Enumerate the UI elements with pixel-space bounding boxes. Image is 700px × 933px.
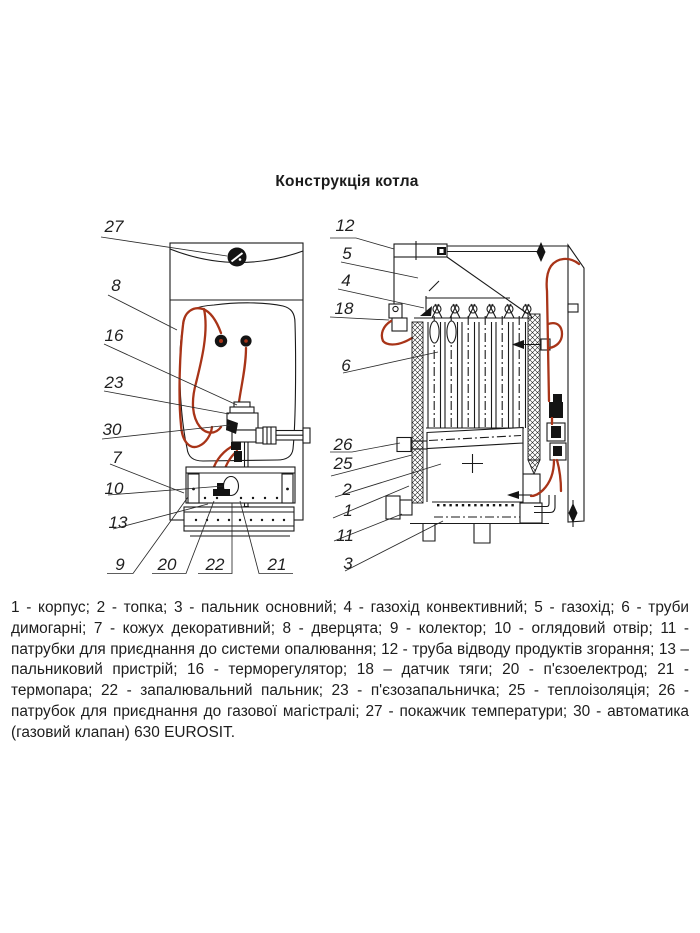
lower-duct: [507, 474, 542, 523]
thermometer-icon: [228, 248, 247, 267]
gas-duct-roof: [447, 257, 528, 314]
flue-outlet: [394, 241, 447, 260]
callout-20: 20: [157, 555, 177, 574]
smoke-tubes: [426, 316, 526, 430]
callout-27: 27: [104, 217, 124, 236]
insulation-left: [412, 322, 423, 503]
callout-3: 3: [343, 554, 353, 573]
door-knob: [215, 335, 227, 347]
callout-12: 12: [335, 216, 355, 235]
duct-mark: [429, 281, 439, 291]
leg: [474, 524, 490, 543]
callout-22: 22: [205, 555, 225, 574]
callout-7: 7: [112, 448, 122, 467]
callout-4: 4: [341, 271, 351, 290]
insulation-right: [528, 314, 540, 460]
draft-sensor: [389, 304, 407, 331]
callout-1: 1: [343, 501, 353, 520]
back-panel: [568, 245, 584, 522]
burner-assembly: [186, 467, 295, 503]
door-knob: [240, 335, 251, 346]
front-view: [170, 243, 310, 536]
callout-5: 5: [342, 244, 352, 263]
callout-6: 6: [341, 356, 351, 375]
callout-18: 18: [334, 299, 354, 318]
flow-arrow-icon: [537, 242, 546, 262]
callout-30: 30: [102, 420, 122, 439]
main-burner: [432, 502, 523, 517]
legend-text: 1 - корпус; 2 - топка; 3 - пальник основний; 4 - газохід конвективний; 5 - газохід; 6 - труби димогарні; 7 - кожух декоративний; 8 - дверцята; 9 - колектор; 10 - оглядовий отвір; 11 - патрубки для приєднання до системи опалювання; 12 - труба відводу продуктів згорання; 13 – пальниковий пристрій; 16 - терморегулятор; 18 – датчик тяги; 20 - п'єзоелектрод; 21 - термопара; 22 - запалювальний пальник; 23 - п'єзозапальничка; 25 - теплоізоляція; 26 - патрубок для приєднання до газової магістралі; 27 - покажчик температури; 30 - автоматика (газовий клапан) 630 EUROSIT.: [11, 599, 689, 741]
callout-26: 26: [333, 435, 353, 454]
callout-11: 11: [336, 526, 354, 545]
insulation-funnel: [528, 460, 540, 474]
callout-23: 23: [104, 373, 124, 392]
leg: [423, 524, 435, 541]
callout-16: 16: [104, 326, 124, 345]
firebox: [427, 443, 523, 502]
callout-25: 25: [333, 454, 353, 473]
back-panel-stub: [568, 304, 578, 312]
figure-title: Конструкція котла: [275, 173, 419, 190]
callout-8: 8: [111, 276, 121, 295]
automation-blocks: [547, 394, 566, 460]
callout-2: 2: [342, 480, 352, 499]
callout-21: 21: [267, 555, 287, 574]
right-wire: [557, 460, 561, 491]
callout-13: 13: [108, 513, 128, 532]
callout-10: 10: [104, 479, 124, 498]
callout-9: 9: [115, 555, 125, 574]
bottom-tray: [184, 507, 294, 536]
side-view: [382, 241, 584, 543]
